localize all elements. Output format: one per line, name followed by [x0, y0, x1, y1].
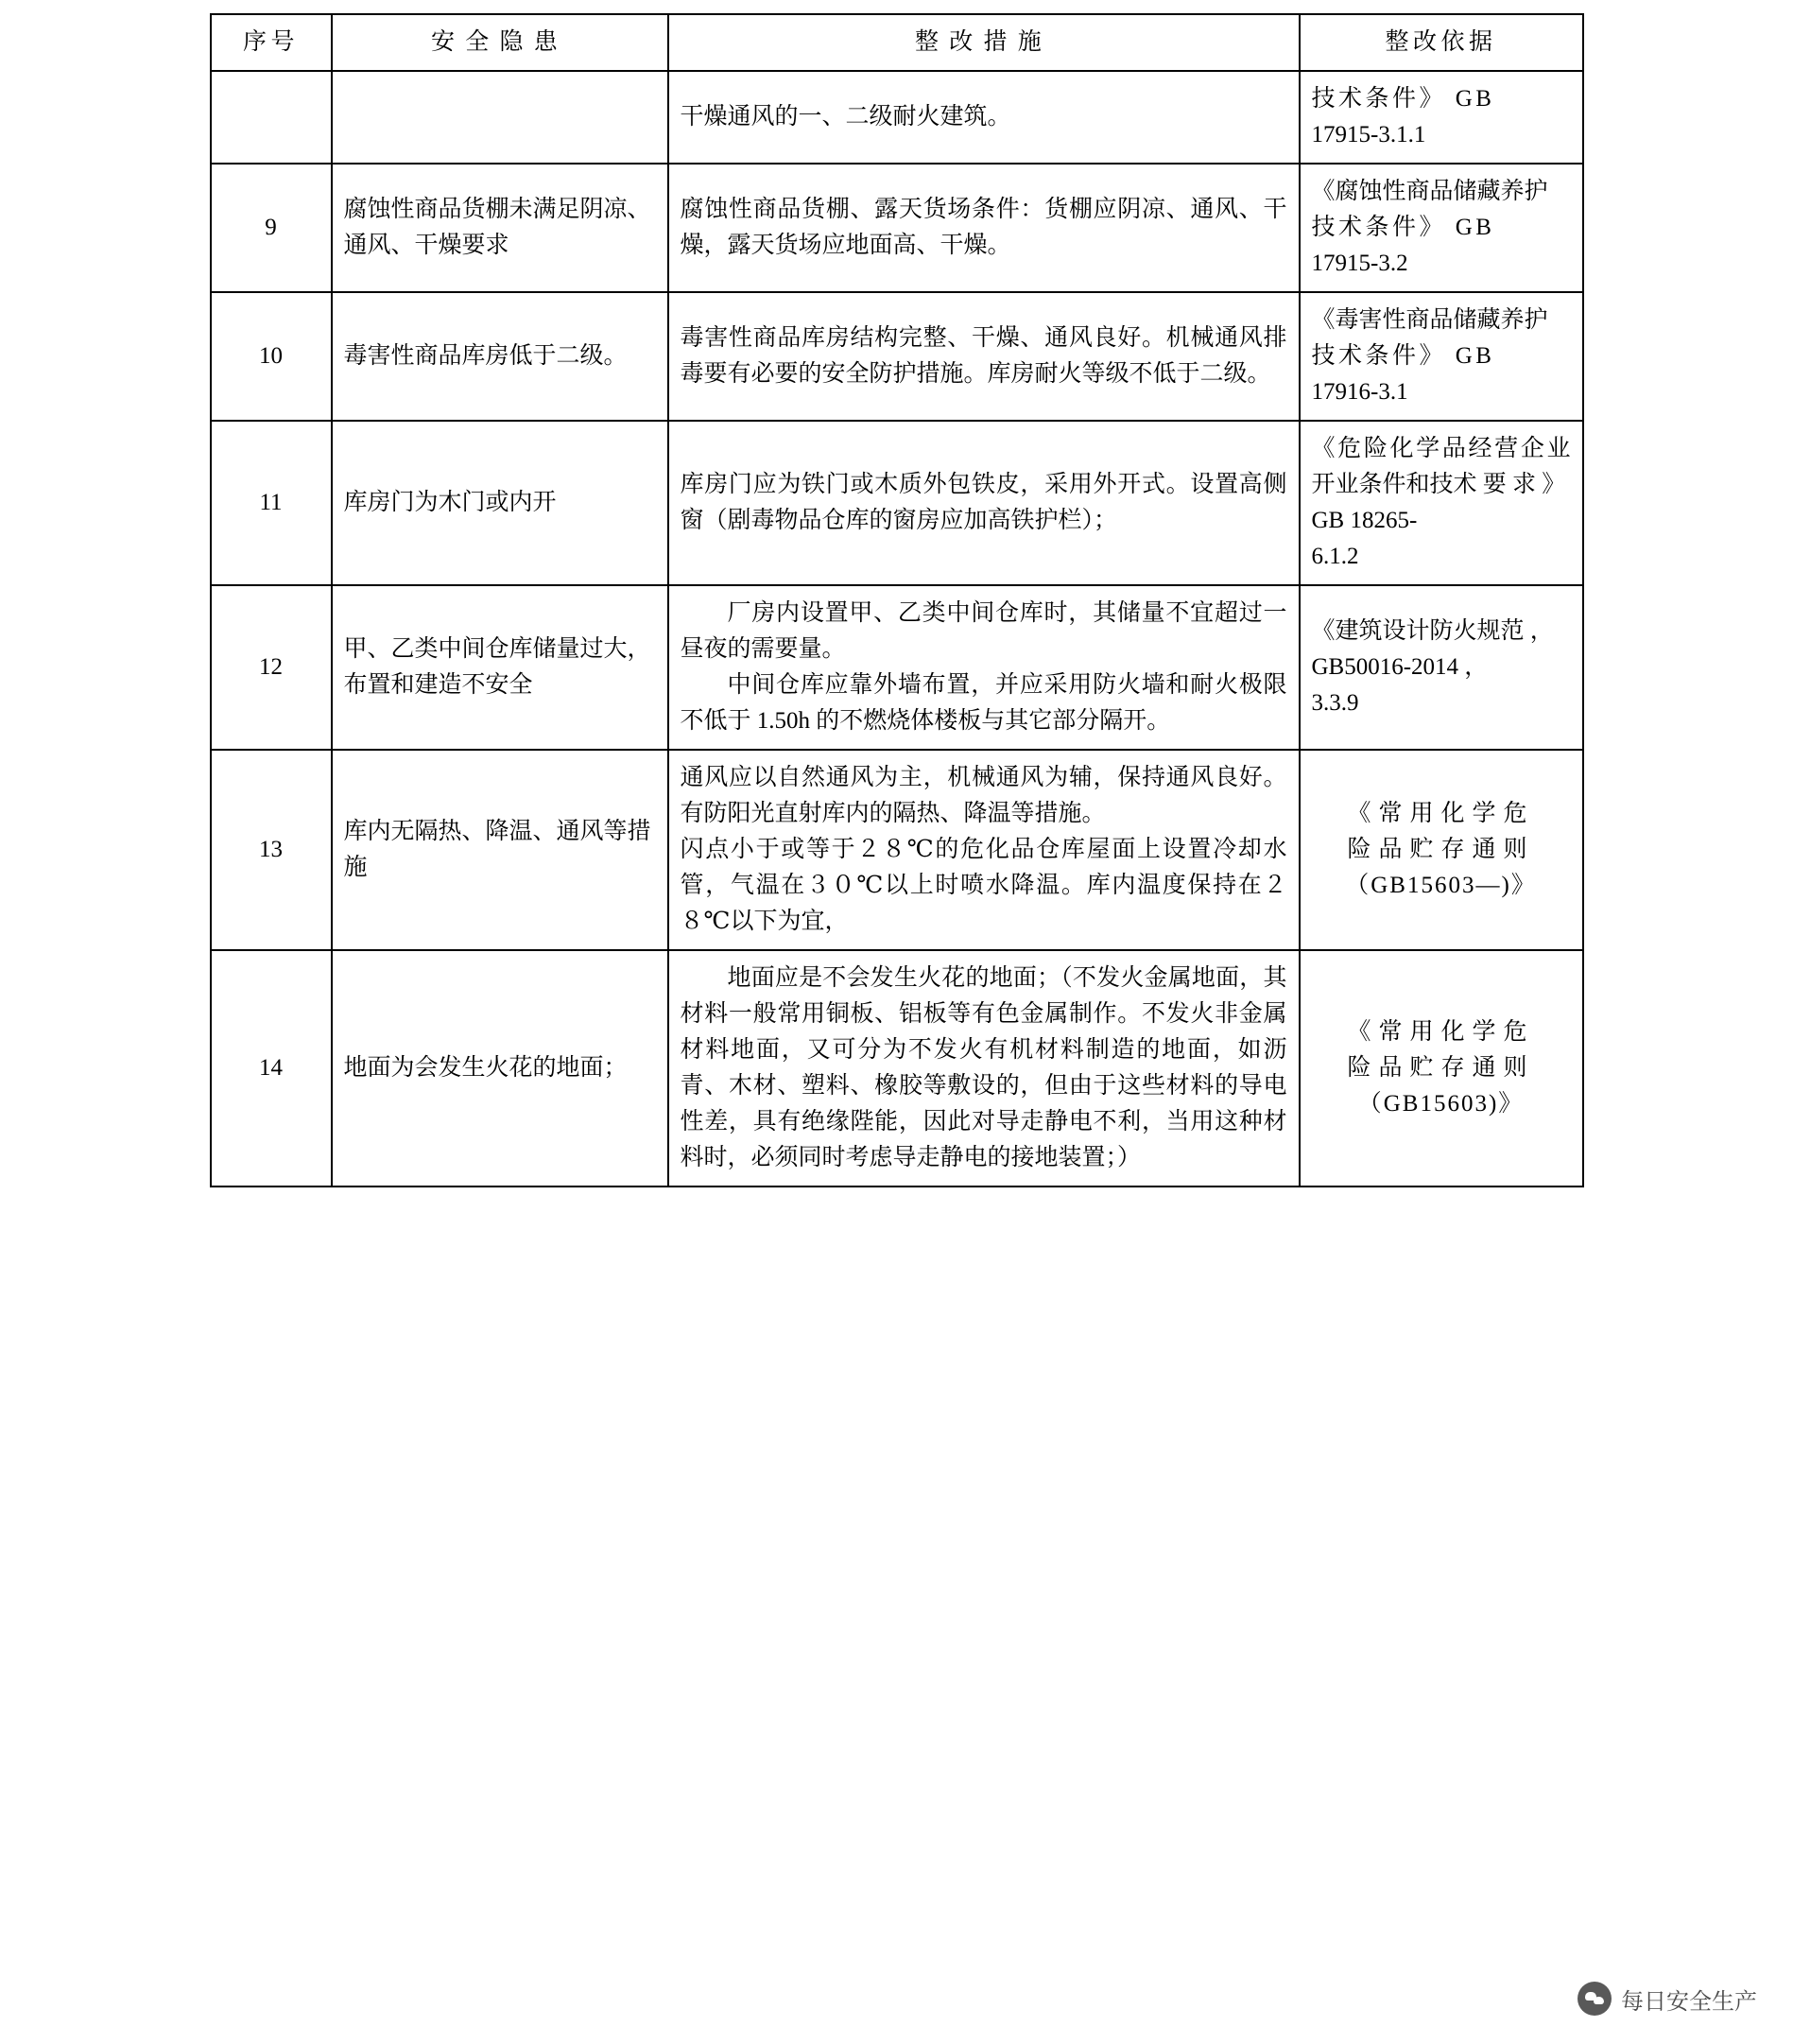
row-hazard: 库内无隔热、降温、通风等措施: [332, 750, 668, 950]
watermark: [1577, 1982, 1757, 2016]
row-hazard: 毒害性商品库房低于二级。: [332, 292, 668, 421]
table-header-row: [211, 14, 1583, 71]
basis-line: 17915-3.1.1: [1311, 122, 1426, 147]
basis-line: 《常用化学危: [1347, 1019, 1535, 1045]
table-row: [211, 750, 1583, 950]
table-body: [211, 71, 1583, 1187]
wechat-account-icon: [1577, 1982, 1612, 2016]
basis-line: 3.3.9: [1311, 690, 1359, 716]
row-no: 12: [211, 585, 332, 750]
hazard-rectification-table: [210, 13, 1584, 1187]
row-measure: [668, 585, 1300, 750]
column-header-basis: 整改依据: [1300, 14, 1583, 71]
row-measure: [668, 164, 1300, 292]
table-row: [211, 292, 1583, 421]
basis-line: 17916-3.1: [1311, 379, 1408, 405]
row-basis: [1300, 292, 1583, 421]
row-measure: [668, 71, 1300, 164]
row-basis: [1300, 585, 1583, 750]
measure-line: 毒害性商品库房结构完整、干燥、通风良好。机械通风排毒要有必要的安全防护措施。库房耐火等级不低于二级。: [680, 325, 1287, 387]
measure-line: 地面应是不会发生火花的地面；（不发火金属地面，其材料一般常用铜板、铝板等有色金属制作。不发火非金属材料地面，又可分为不发火有机材料制造的地面，如沥青、木材、塑料、橡胶等敷设的，但由于这些材料的导电性差，具有绝缘陛能，因此对导走静电不利，当用这种材料时，必须同时考虑导走静电的接地装置；）: [680, 965, 1287, 1170]
basis-line: 17915-3.2: [1311, 251, 1408, 276]
basis-line: GB 18265-: [1311, 508, 1418, 533]
row-measure: [668, 750, 1300, 950]
table-header: [211, 14, 1583, 71]
basis-line: （GB15603)》: [1357, 1091, 1525, 1117]
row-hazard: 腐蚀性商品货棚未满足阴凉、通风、干燥要求: [332, 164, 668, 292]
row-basis: [1300, 750, 1583, 950]
row-no: 11: [211, 421, 332, 585]
basis-line: GB50016-2014 ，: [1311, 654, 1489, 680]
row-hazard: [332, 71, 668, 164]
measure-line: 腐蚀性商品货棚、露天货场条件：货棚应阴凉、通风、干燥，露天货场应地面高、干燥。: [680, 197, 1287, 258]
row-hazard: 甲、乙类中间仓库储量过大，布置和建造不安全: [332, 585, 668, 750]
basis-line: 技术条件》 GB: [1311, 343, 1495, 369]
basis-line: 技术条件》 GB: [1311, 215, 1495, 240]
table-row: [211, 585, 1583, 750]
row-hazard: 地面为会发生火花的地面；: [332, 950, 668, 1187]
measure-line: 厂房内设置甲、乙类中间仓库时，其储量不宜超过一昼夜的需要量。: [680, 600, 1287, 662]
row-no: 14: [211, 950, 332, 1187]
row-measure: [668, 421, 1300, 585]
row-basis: [1300, 71, 1583, 164]
row-basis: [1300, 950, 1583, 1187]
column-header-measure: 整改措施: [668, 14, 1300, 71]
basis-line: 险品贮存通则: [1347, 1055, 1535, 1081]
row-hazard: 库房门为木门或内开: [332, 421, 668, 585]
column-header-no: 序号: [211, 14, 332, 71]
measure-line: 库房门应为铁门或木质外包铁皮，采用外开式。设置高侧窗（剧毒物品仓库的窗房应加高铁护栏）；: [680, 472, 1287, 533]
basis-line: 《危险化学品经营企业开业条件和技术 要 求 》: [1311, 436, 1571, 497]
measure-line: 干燥通风的一、二级耐火建筑。: [680, 104, 1011, 130]
basis-line: 《毒害性商品储藏养护: [1311, 307, 1548, 333]
table-row: [211, 950, 1583, 1187]
row-basis: [1300, 421, 1583, 585]
column-header-hazard: 安全隐患: [332, 14, 668, 71]
row-measure: [668, 292, 1300, 421]
row-no: 10: [211, 292, 332, 421]
row-no: [211, 71, 332, 164]
row-measure: [668, 950, 1300, 1187]
row-no: 9: [211, 164, 332, 292]
basis-line: 《常用化学危: [1347, 801, 1535, 826]
basis-line: 6.1.2: [1311, 544, 1359, 569]
basis-line: 险品贮存通则: [1347, 837, 1535, 862]
table-row: [211, 164, 1583, 292]
row-no: 13: [211, 750, 332, 950]
table-row: [211, 71, 1583, 164]
row-basis: [1300, 164, 1583, 292]
basis-line: （GB15603—)》: [1345, 873, 1537, 898]
basis-line: 技术条件》 GB: [1311, 86, 1495, 112]
measure-line: 通风应以自然通风为主，机械通风为辅，保持通风良好。有防阳光直射库内的隔热、降温等措施。: [680, 765, 1287, 826]
watermark-label: 每日安全生产: [1621, 1988, 1757, 2015]
basis-line: 《腐蚀性商品储藏养护: [1311, 179, 1548, 204]
table-row: [211, 421, 1583, 585]
measure-line: 闪点小于或等于２８℃的危化品仓库屋面上设置冷却水管，气温在３０℃以上时喷水降温。库内温度保持在２８℃以下为宜，: [680, 837, 1287, 934]
measure-line: 中间仓库应靠外墙布置，并应采用防火墙和耐火极限不低于 1.50h 的不燃烧体楼板与其它部分隔开。: [680, 672, 1287, 734]
basis-line: 《建筑设计防火规范 ，: [1311, 618, 1554, 644]
